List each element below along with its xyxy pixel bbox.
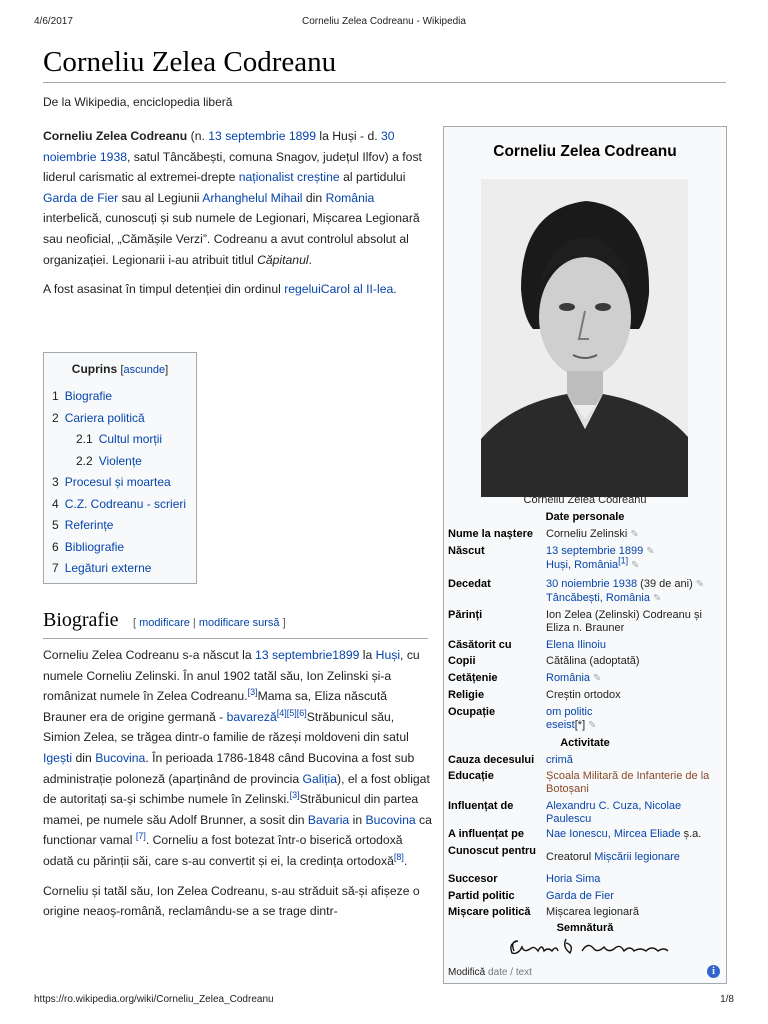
link-known-for[interactable]: Mișcării legionare	[594, 851, 680, 863]
toc-item[interactable]	[52, 515, 188, 537]
section-heading-biografie	[43, 609, 428, 639]
text-span: A fost asasinat în timpul detenției din ordinul	[43, 282, 285, 297]
link-occupation[interactable]: om politic	[546, 706, 593, 718]
infobox-row-a-influentat	[448, 828, 722, 841]
toc-link-legaturi[interactable]: Legături externe	[64, 561, 152, 575]
infobox	[443, 126, 727, 984]
section-edit-links	[133, 617, 286, 629]
row-value	[546, 578, 722, 605]
ref-3[interactable]: [3]	[247, 687, 258, 698]
toc-item[interactable]	[52, 472, 188, 494]
link-education[interactable]: Școala Militară de Infanterie de la Botoșani	[546, 770, 710, 795]
ref-4-5-6[interactable]: [4][5][6]	[276, 707, 307, 718]
toc-link-violente[interactable]: Violențe	[98, 453, 142, 468]
title-capitanul: Căpitanul	[257, 252, 309, 267]
infobox-row-miscare	[448, 906, 722, 919]
row-value	[546, 528, 722, 542]
suffix: ș.a.	[680, 828, 702, 840]
link-bavareza[interactable]: bavareză	[226, 709, 277, 724]
pencil-icon[interactable]: ✎	[631, 559, 640, 571]
toc-item[interactable]	[52, 408, 188, 430]
toc-num: 6	[52, 539, 59, 554]
lead-section	[43, 126, 428, 309]
row-value	[546, 672, 722, 686]
text-span: Mama sa, Eliza născută Brauner era de origine germană -	[43, 689, 387, 724]
toc-link-bibliografie[interactable]: Bibliografie	[64, 539, 125, 554]
row-label: Ocupație	[448, 706, 496, 718]
row-value	[546, 754, 722, 767]
toc-header	[52, 362, 188, 376]
link-party[interactable]: Garda de Fier	[546, 890, 614, 902]
link-regelui-carol[interactable]: regeluiCarol al II-lea	[284, 282, 394, 297]
toc-item[interactable]	[52, 386, 188, 408]
row-label: A influențat pe	[448, 828, 524, 840]
toc-link-procesul[interactable]: Procesul și moartea	[64, 475, 171, 489]
link-citizenship[interactable]: România	[546, 672, 591, 684]
edit-bracket: [	[132, 617, 140, 629]
toc-link-cariera[interactable]: Cariera politică	[64, 410, 145, 425]
infobox-footer	[448, 967, 722, 978]
toc-link-biografie[interactable]: Biografie	[64, 389, 113, 403]
toc-item[interactable]	[52, 537, 188, 559]
edit-link[interactable]: modificare	[139, 617, 190, 629]
row-value: Cătălina (adoptată)	[546, 655, 640, 667]
infobox-row-succesor	[448, 873, 722, 886]
row-value	[546, 639, 722, 652]
text-span: Străbunicul din partea mamei, pe numele său Adolf Brunner, a sosit din	[43, 792, 419, 827]
link-spouse[interactable]: Elena Ilinoiu	[546, 639, 606, 651]
text-span: Străbunicul său, Simion Zelea, se trăgea dintr-o familie de răzeși moldoveni din satul	[43, 709, 409, 745]
toc-num: 1	[52, 389, 59, 403]
infobox-row-parinti	[448, 609, 722, 634]
infobox-row-cetatenie	[448, 672, 722, 686]
print-page-number: 1/8	[720, 994, 734, 1005]
text-span: Corneliu Zelea Codreanu s-a născut la	[43, 648, 256, 662]
info-icon[interactable]: i	[707, 965, 720, 978]
row-value	[546, 828, 722, 841]
lead-paragraph-1	[43, 126, 428, 270]
row-value	[546, 845, 722, 864]
row-value	[546, 706, 722, 732]
text-span: .	[308, 252, 312, 267]
link-death-date[interactable]: 30 noiembrie 1938	[546, 578, 638, 590]
row-value: Mișcarea legionară	[546, 906, 639, 918]
ref-1[interactable]: [1]	[618, 554, 629, 565]
row-label: Decedat	[448, 578, 491, 590]
toc-num: 2.2	[76, 453, 93, 468]
text-span: interbelică, cunoscuți și sub numele de Legionari, Mișcarea Legionară sau neoficial, „Cămășile Verzi”. Codreanu a avut controlul absolut al organizației. Legionarii i-au atribuit titlul	[43, 211, 420, 267]
print-url: https://ro.wikipedia.org/wiki/Corneliu_Zelea_Codreanu	[34, 994, 274, 1005]
toc-item[interactable]	[52, 429, 188, 451]
link-occupation[interactable]: eseist	[546, 718, 575, 731]
table-of-contents	[43, 352, 197, 584]
toc-num: 7	[52, 561, 59, 575]
toc-item[interactable]	[52, 558, 188, 580]
infobox-row-religie	[448, 689, 722, 702]
biografie-body	[43, 645, 433, 931]
infobox-title: Corneliu Zelea Codreanu	[493, 143, 677, 160]
pencil-icon[interactable]: ✎	[695, 579, 705, 590]
row-value: Creștin ortodox	[546, 689, 621, 701]
infobox-row-nascut	[448, 545, 722, 572]
pencil-icon[interactable]: ✎	[588, 719, 597, 731]
toc-title: Cuprins	[71, 362, 118, 376]
row-label: Influențat de	[448, 800, 514, 812]
row-label: Cetățenie	[448, 672, 498, 684]
infobox-row-influentat	[448, 800, 722, 825]
row-label: Educație	[448, 770, 494, 782]
toc-num: 2.1	[76, 432, 93, 446]
row-value	[546, 873, 722, 886]
link-bavaria[interactable]: Bavaria	[307, 812, 350, 827]
age-at-death: (39 de ani)	[637, 578, 693, 590]
text-span: , cu numele Corneliu Zelinski. În anul 1902 tatăl său, Ion Zelinski și-a românizat numele în Zelea Codreanu.	[43, 648, 420, 704]
link-birth-date[interactable]: 13 septembrie1899	[255, 648, 360, 662]
text-span: in	[349, 812, 366, 827]
link-birth-date[interactable]: 13 septembrie 1899	[208, 129, 316, 143]
row-label: Nume la naștere	[448, 528, 533, 540]
row-label: Mișcare politică	[448, 906, 531, 918]
text-span: . Corneliu a fost botezat într-o biserică ortodoxă odată cu părinții săi, care s-au convertit și ei, la credința ortodoxă	[43, 833, 403, 868]
infobox-row-cauza	[448, 754, 722, 767]
link-birth-place[interactable]: Huși, România	[546, 558, 619, 571]
toc-item[interactable]	[52, 451, 188, 473]
infobox-row-ocupatie	[448, 706, 722, 732]
link-death-date[interactable]: 30 noiembrie 1938	[43, 129, 395, 164]
ref-star[interactable]: [*]	[574, 718, 586, 731]
toc-toggle-link[interactable]: ascunde	[123, 364, 166, 376]
row-label: Copii	[448, 655, 476, 667]
row-value: Ion Zelea (Zelinski) Codreanu și Eliza n. Brauner	[546, 609, 702, 634]
row-label: Cauza decesului	[448, 754, 535, 766]
text-span: ca functionar vamal	[43, 812, 432, 848]
edit-text-link[interactable]: text	[515, 967, 532, 978]
bio-paragraph-1	[43, 645, 433, 872]
prefix: Creatorul	[546, 851, 595, 863]
row-label: Cunoscut pentru	[448, 845, 536, 857]
row-value	[546, 770, 722, 795]
toc-link-scrieri[interactable]: C.Z. Codreanu - scrieri	[64, 496, 187, 511]
text-span: ), el a fost obligat de autoritați sa-și schimbe numele în Zelinski.	[43, 771, 430, 807]
text-span: al partidului	[339, 170, 406, 185]
edit-bracket: ]	[279, 617, 286, 629]
row-value	[546, 800, 722, 825]
text-span: .	[393, 282, 397, 297]
toc-item[interactable]	[52, 494, 188, 516]
link-influenced[interactable]: Nae Ionescu, Mircea Eliade	[546, 828, 681, 840]
text-span: sau al Legiunii	[118, 190, 203, 205]
text-span: , satul Tâncăbești, comuna Snagov, județul Ilfov) a fost liderul carismatic al extremei-drepte	[43, 149, 422, 185]
portrait-image	[481, 179, 688, 497]
toc-list	[52, 386, 188, 580]
toc-num: 4	[52, 496, 59, 511]
text-span: la Huși - d.	[315, 129, 382, 143]
link-igesti[interactable]: Igești	[43, 750, 73, 765]
text-span: din	[302, 190, 326, 205]
link-nationalist-crestine[interactable]: naționalist creștine	[238, 170, 340, 185]
row-label: Născut	[448, 545, 485, 557]
text-span: .	[403, 853, 408, 868]
toc-link-referinte[interactable]: Referințe	[64, 518, 114, 532]
toc-toggle: [ascunde]	[120, 364, 169, 376]
link-birth-date[interactable]: 13 septembrie 1899	[546, 545, 644, 557]
link-death-place[interactable]: Tâncăbești, România	[546, 591, 650, 604]
infobox-section-personal: Date personale	[545, 511, 625, 523]
infobox-row-partid	[448, 890, 722, 903]
pencil-icon[interactable]: ✎	[646, 546, 655, 557]
link-influenced-by[interactable]: Alexandru C. Cuza, Nicolae Paulescu	[546, 800, 682, 825]
photo-caption: Corneliu Zelea Codreanu	[523, 494, 647, 506]
link-garda-de-fier[interactable]: Garda de Fier	[43, 190, 119, 205]
infobox-row-copii	[448, 655, 722, 668]
ref-3[interactable]: [3]	[289, 790, 300, 801]
link-husi[interactable]: Huși	[375, 648, 401, 662]
toc-num: 3	[52, 475, 59, 489]
toc-num: 5	[52, 518, 59, 532]
infobox-section-signature: Semnătură	[556, 922, 614, 934]
pencil-icon[interactable]: ✎	[593, 673, 602, 684]
title-divider	[43, 82, 726, 83]
print-date: 4/6/2017	[34, 16, 73, 27]
toc-num: 2	[52, 410, 59, 425]
page-title: Corneliu Zelea Codreanu	[43, 46, 337, 78]
lead-paragraph-2	[43, 279, 428, 300]
edit-data-link[interactable]: date	[488, 967, 508, 978]
text-span: la	[359, 648, 376, 662]
pencil-icon[interactable]: ✎	[652, 592, 662, 604]
link-successor[interactable]: Horia Sima	[546, 873, 601, 885]
ref-7[interactable]: [7]	[135, 831, 146, 842]
lead-subject-name: Corneliu Zelea Codreanu	[43, 129, 188, 143]
link-arhanghelul-mihail[interactable]: Arhanghelul Mihail	[202, 190, 303, 205]
row-label: Religie	[448, 689, 485, 701]
text-span: din	[72, 750, 96, 765]
link-bucovina[interactable]: Bucovina	[365, 812, 416, 827]
text-span: (n.	[187, 129, 209, 143]
row-value	[546, 545, 722, 572]
link-galitia[interactable]: Galiția	[302, 771, 338, 786]
infobox-row-cunoscut	[448, 845, 722, 864]
infobox-row-nume	[448, 528, 722, 542]
print-page-title: Corneliu Zelea Codreanu - Wikipedia	[302, 16, 466, 27]
ref-8[interactable]: [8]	[393, 851, 404, 862]
footer-text: Modifică	[448, 967, 489, 978]
text-span: . În perioada 1786-1848 când Bucovina a fost sub administrație poloneză (aparținând de provincia	[43, 750, 415, 786]
row-label: Partid politic	[448, 890, 515, 902]
portrait-photo[interactable]	[481, 179, 688, 497]
bio-paragraph-2: Corneliu și tatăl său, Ion Zelea Codreanu, s-au străduit să-și afișeze o origine neaoș-română, reclamându-se a se trage dintr-	[43, 883, 420, 919]
signature-image	[504, 935, 674, 959]
edit-separator: |	[189, 617, 199, 629]
infobox-row-educatie	[448, 770, 722, 795]
infobox-row-casatorit	[448, 639, 722, 652]
row-label: Succesor	[448, 873, 498, 885]
toc-link-cultul[interactable]: Cultul morții	[98, 432, 163, 446]
footer-sep: /	[507, 967, 516, 978]
tagline: De la Wikipedia, enciclopedia liberă	[43, 95, 233, 109]
edit-source-link[interactable]: modificare sursă	[198, 617, 280, 629]
link-romania[interactable]: România	[325, 190, 375, 205]
nume-value: Corneliu Zelinski	[546, 528, 628, 540]
link-cause-of-death[interactable]: crimă	[546, 754, 573, 766]
infobox-row-decedat	[448, 578, 722, 605]
row-label: Părinți	[448, 609, 483, 621]
section-title: Biografie	[43, 609, 119, 631]
row-value	[546, 890, 722, 903]
pencil-icon[interactable]: ✎	[630, 529, 639, 540]
row-label: Căsătorit cu	[448, 639, 512, 651]
link-bucovina[interactable]: Bucovina	[95, 750, 146, 765]
infobox-section-activity: Activitate	[560, 737, 610, 749]
